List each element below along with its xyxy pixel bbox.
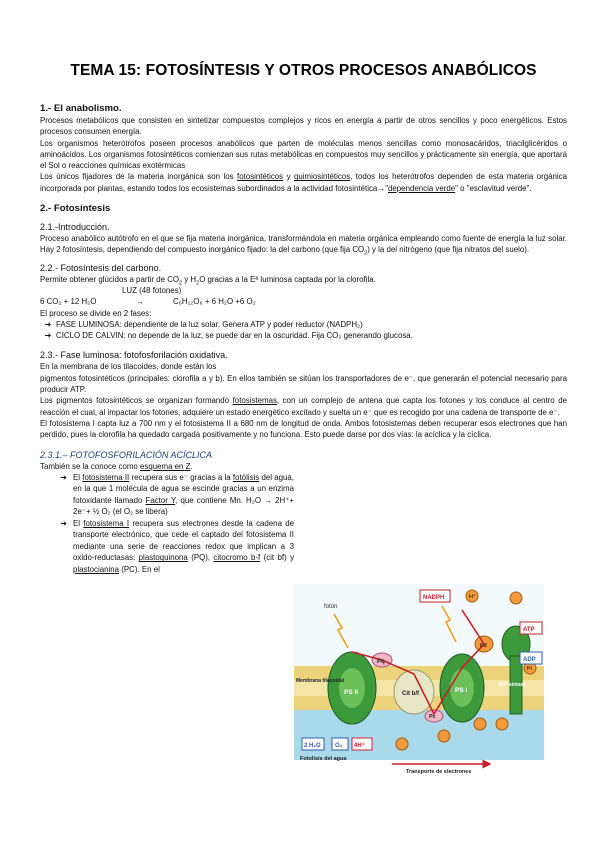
label-ps2: PS II: [344, 689, 359, 696]
s23-line-4: El fotosistema I capta luz a 700 nm y el fotosistema II a 680 nm de longitud de onda. Ambos fotosistemas deben recuperar esos electrones que han perdido, pues la clorofila ha quedado cargada positivamente y no funciona. Esto puede darse por dos vías: la acíclica y la cíclica.: [40, 418, 567, 440]
phases-intro: El proceso se divide en 2 fases:: [40, 308, 152, 318]
s231-line-1: También se la conoce como esquema en Z.: [40, 461, 193, 471]
s21-paragraph: Proceso anabólico autótrofo en el que se fija materia inorgánica, transformándola en materia orgánica empleando como fuente de energía la luz solar. Hay 2 fotosíntesis, dependiendo del compuesto inorgánico fijado: la del carbono (que fija $CO_2$) y la del nitrógeno (que fija nitratos del suelo).: [40, 234, 567, 257]
hplus-circle-lumen4: [496, 718, 508, 730]
label-pq: Pq: [377, 659, 385, 665]
eq-left: 6 CO₂ + 12 H₂O: [40, 297, 97, 307]
bullet-fotosistema-i: ➔ El fotosistema I recupera sus electrones desde la cadena de transporte electrónico, que cede el captado del fotosistema II mediante una serie de reacciones redox que implican a 3 oxido-reductasas: plastoquinona (PQ), citocromo b-f (cit bf) y plastocianina (PC). En el: [40, 518, 294, 576]
s22-line-1: Permite obtener glúcidos a partir de $CO_2$ y $H_2O$ gracias a la Eª luminosa captada por la clorofila.: [40, 274, 376, 287]
bullet-fotosistema-ii: ➔ El fotosistema II recupera sus e⁻ gracias a la fotólisis del agua, en la que 1 molécula de agua se escinde gracias a un enzima fotoxidante llamado Factor Y, que contiene Mn. H₂O → 2H⁺+ 2e⁻+ ½ O₂ (el O₂ se libera): [40, 472, 294, 518]
label-atp-sintasa: ATP sintasa: [498, 682, 527, 688]
label-transporte: Transporte de electrones: [406, 769, 472, 775]
section-2-2-heading: 2.2.- Fotosíntesis del carbono.: [40, 262, 162, 273]
photosynthesis-equation: [40, 296, 567, 307]
s1-paragraph-2: Los organismos heterótrofos poseen procesos anabólicos que parten de moléculas menos sencillas como monosacáridos, triacilglicéridos o aminoácidos. Los organismos fotosintéticos comienzan sus rutas metabólicas en compuestos muy sencillos y prácticamente sin energía, que aportará el Sol o reacciones químicas exotérmicas: [40, 138, 567, 171]
arrow-bullet-icon: ➔: [44, 331, 52, 341]
equation-light-label: LUZ (48 fotones): [122, 285, 182, 295]
label-fd: Fd: [480, 643, 487, 649]
label-adp: ADP: [523, 657, 536, 663]
bullet-fase-luminosa: ➔ FASE LUMINOSA: dependiente de la luz solar. Genera ATP y poder reductor (NADPH₂): [40, 319, 567, 330]
label-foton-1: fotón: [324, 604, 338, 610]
hplus-circle-lumen2: [438, 730, 450, 742]
label-atp: ATP: [523, 627, 535, 633]
eq-arrow: →: [136, 297, 144, 307]
section-1-heading: 1.- El anabolismo.: [40, 103, 122, 114]
document-page: [40, 62, 567, 575]
s1-paragraph-3: Los únicos fijadores de la materia inorgánica son los fotosintéticos y quimiosintéticos, todos los heterótrofos dependen de esta materia orgánica incorporada por plantas, estando todos los ecosistemas subordinados a la actividad fotosintética→"dependencia verde" o "esclavitud verde".: [40, 172, 567, 193]
arrow-bullet-icon: ➔: [44, 319, 52, 329]
s23-line-3: Los pigmentos fotosintéticos se organizan formando fotosistemas, con un complejo de antena que capta los fotones y los conduce al centro de reacción el cual, al impactar los fotones, adquiere un estado energético excitado y suelta un e⁻ que es recogido por una cadena de transporte de e⁻.: [40, 396, 567, 417]
hplus-circle-lumen3: [474, 718, 486, 730]
label-4h: 4H⁺: [354, 743, 365, 749]
bullet-ciclo-calvin: ➔ CICLO DE CALVIN: no depende de la luz, se puede dar en la oscuridad. Fija CO₂ generando glucosa.: [40, 330, 567, 341]
s23-line-1: En la membrana de los tilacoides, donde están los: [40, 362, 217, 372]
label-o2: O₂: [335, 743, 343, 749]
eq-right: C₆H₁₂O₆ + 6 H₂O +6 O₂: [173, 297, 256, 307]
label-membrana: Membrana tilacoidal: [296, 678, 345, 684]
s1-paragraph-1: Procesos metabólicos que consisten en sintetizar compuestos complejos y ricos en energía a partir de otros sencillos y poco energéticos. Estos procesos consumen energía.: [40, 116, 567, 137]
section-2-heading: 2.- Fotosíntesis: [40, 203, 111, 215]
section-2-3-1-heading: 2.3.1.– FOTOFOSFORILACIÓN ACÍCLICA: [40, 449, 213, 460]
hplus-circle-right: [510, 592, 522, 604]
page-title: TEMA 15: FOTOSÍNTESIS Y OTROS PROCESOS ANABÓLICOS: [70, 62, 537, 79]
arrow-bullet-icon: ➔: [60, 472, 67, 482]
section-2-3-heading: 2.3.- Fase luminosa: fotofosforilación oxidativa.: [40, 350, 228, 361]
section-2-1-heading: 2.1.-Introducción.: [40, 222, 110, 233]
thylakoid-diagram: [294, 584, 544, 776]
label-hplus: H⁺: [469, 594, 476, 600]
label-pc: Pc: [429, 714, 436, 720]
label-h2o: 2 H₂O: [304, 743, 321, 749]
label-ps1: PS I: [455, 687, 468, 694]
s23-line-2: pigmentos fotosintéticos (principales: clorofila a y b). En ellos también se sitúan los transportadores de e⁻, que generarán el potencial necesario para producir ATP.: [40, 373, 567, 395]
label-fotolisis: Fotolisis del agua: [300, 756, 347, 762]
label-nadph: NADPH: [423, 595, 445, 601]
hplus-circle-lumen1: [396, 738, 408, 750]
lumen: [294, 710, 544, 760]
arrow-bullet-icon: ➔: [60, 518, 67, 528]
label-cit: Cit b/f: [402, 691, 419, 697]
label-pi: Pi: [527, 666, 532, 672]
